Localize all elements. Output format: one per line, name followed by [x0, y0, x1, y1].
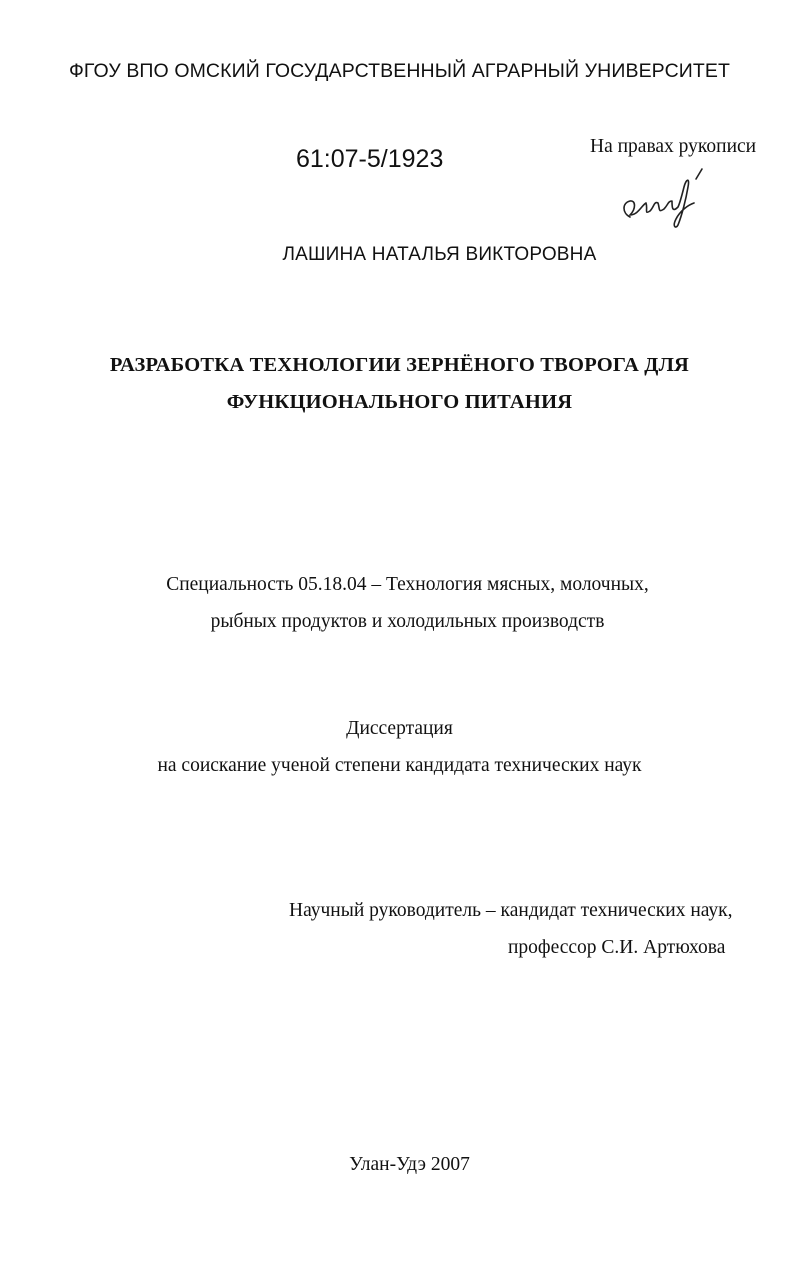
author-name: ЛАШИНА НАТАЛЬЯ ВИКТОРОВНА	[282, 244, 597, 265]
manuscript-rights-note: На правах рукописи	[590, 136, 757, 157]
thesis-title-line-2: ФУНКЦИОНАЛЬНОГО ПИТАНИЯ	[226, 391, 573, 413]
supervisor-line-1: Научный руководитель – кандидат технических наук,	[289, 900, 733, 921]
university-name: ФГОУ ВПО ОМСКИЙ ГОСУДАРСТВЕННЫЙ АГРАРНЫЙ УНИВЕРСИТЕТ	[68, 60, 730, 82]
degree-description: на соискание ученой степени кандидата технических наук	[157, 755, 642, 776]
place-and-year: Улан-Удэ 2007	[349, 1154, 470, 1175]
catalog-code: 61:07-5/1923	[296, 145, 444, 173]
specialty-line-2: рыбных продуктов и холодильных производств	[210, 611, 605, 632]
dissertation-label: Диссертация	[346, 718, 453, 739]
thesis-title-line-1: РАЗРАБОТКА ТЕХНОЛОГИИ ЗЕРНЁНОГО ТВОРОГА ДЛЯ	[109, 354, 690, 376]
specialty-line-1: Специальность 05.18.04 – Технология мясных, молочных,	[166, 574, 649, 595]
supervisor-line-2: профессор С.И. Артюхова	[508, 937, 726, 958]
handwritten-signature	[616, 165, 706, 235]
